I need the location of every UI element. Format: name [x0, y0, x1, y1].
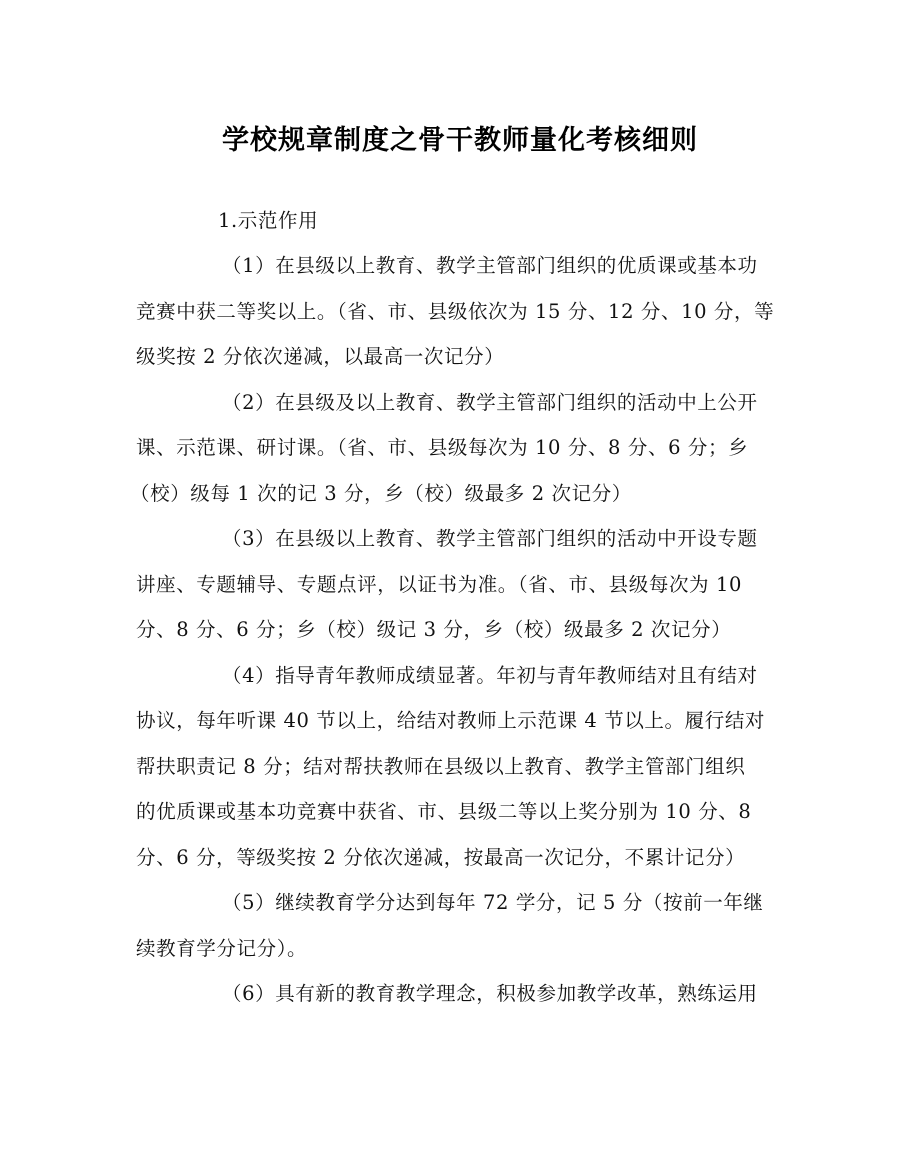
paragraph-4-line-3: 帮扶职责记 8 分；结对帮扶教师在县级以上教育、教学主管部门组织	[136, 755, 746, 778]
paragraph-3-line-3: 分、8 分、6 分；乡（校）级记 3 分，乡（校）级最多 2 次记分）	[136, 618, 732, 641]
paragraph-4-line-4: 的优质课或基本功竞赛中获省、市、县级二等以上奖分别为 10 分、8	[136, 800, 752, 823]
paragraph-3-line-2: 讲座、专题辅导、专题点评，以证书为准。（省、市、县级每次为 10	[136, 573, 742, 596]
paragraph-6-line-1: （6）具有新的教育教学理念，积极参加教学改革，熟练运用	[222, 982, 758, 1005]
paragraph-1-line-1: （1）在县级以上教育、教学主管部门组织的优质课或基本功	[222, 254, 758, 277]
paragraph-1-line-2: 竞赛中获二等奖以上。（省、市、县级依次为 15 分、12 分、10 分，等	[136, 300, 775, 323]
paragraph-2-line-1: （2）在县级及以上教育、教学主管部门组织的活动中上公开	[222, 391, 758, 414]
paragraph-3-line-1: （3）在县级以上教育、教学主管部门组织的活动中开设专题	[222, 527, 758, 550]
paragraph-2-line-3: （校）级每 1 次的记 3 分，乡（校）级最多 2 次记分）	[130, 482, 632, 505]
paragraph-4-line-5: 分、6 分，等级奖按 2 分依次递减，按最高一次记分，不累计记分）	[136, 846, 746, 869]
paragraph-5-line-2: 续教育学分记分）。	[136, 937, 308, 960]
paragraph-1-line-3: 级奖按 2 分依次递减，以最高一次记分）	[136, 345, 505, 368]
paragraph-5-line-1: （5）继续教育学分达到每年 72 学分，记 5 分（按前一年继	[222, 891, 764, 914]
paragraph-4-line-1: （4）指导青年教师成绩显著。年初与青年教师结对且有结对	[222, 664, 758, 687]
paragraph-2-line-2: 课、示范课、研讨课。（省、市、县级每次为 10 分、8 分、6 分；乡	[136, 436, 749, 459]
paragraph-4-line-2: 协议，每年听课 40 节以上，给结对教师上示范课 4 节以上。履行结对	[136, 709, 766, 732]
document-title: 学校规章制度之骨干教师量化考核细则	[222, 125, 698, 156]
section-heading: 1.示范作用	[218, 209, 319, 232]
